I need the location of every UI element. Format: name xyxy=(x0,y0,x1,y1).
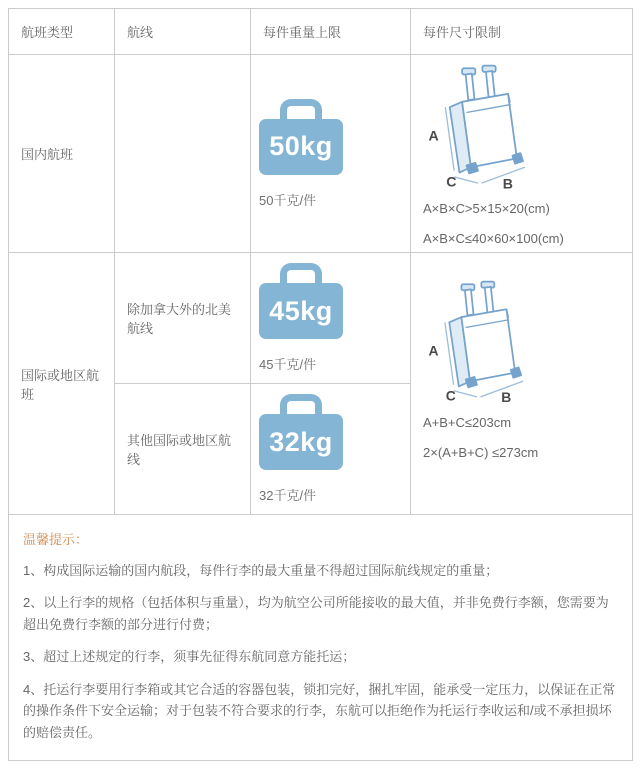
weight-badge-label: 32kg xyxy=(259,414,343,470)
tip-item: 3、超过上述规定的行李，须事先征得东航同意方能托运； xyxy=(23,649,356,665)
tips-title: 温馨提示： xyxy=(23,532,89,547)
suitcase-dimensions-icon xyxy=(425,63,531,191)
dim-label-a: A xyxy=(428,127,439,144)
weight-caption: 32千克/件 xyxy=(259,488,317,503)
tip-item: 4、托运行李要用行李箱或其它合适的容器包装，锁扣完好，捆扎牢固，能承受一定压力，以保证在正常的操作条件下安全运输；对于包装不符合要求的行李，东航可以拒绝作为托运行李收运和/或不承担损坏的赔偿责任。 xyxy=(23,681,616,740)
badge-handle xyxy=(280,263,322,283)
route-cell-north-america: 除加拿大外的北美航线 xyxy=(115,253,251,384)
weight-caption: 45千克/件 xyxy=(259,357,317,372)
luggage-weight-badge-icon xyxy=(259,394,343,470)
table-row-domestic xyxy=(9,55,633,253)
baggage-allowance-table xyxy=(8,8,633,761)
dim-label-c: C xyxy=(446,173,457,190)
weight-cell-other-international xyxy=(251,384,411,515)
dim-label-a: A xyxy=(428,342,439,359)
weight-badge-label: 50kg xyxy=(259,119,343,175)
flight-type-cell-domestic: 国内航班 xyxy=(9,55,115,253)
header-row xyxy=(9,9,633,55)
tips-section xyxy=(9,515,633,761)
dim-label-b: B xyxy=(501,389,512,405)
size-limit-line: A×B×C≤40×60×100(cm) xyxy=(423,231,564,247)
column-header-weight-limit: 每件重量上限 xyxy=(251,9,411,55)
luggage-weight-badge-icon xyxy=(259,99,343,175)
badge-handle xyxy=(280,394,322,414)
table-row-intl-north-america xyxy=(9,253,633,384)
dim-label-b: B xyxy=(502,175,513,192)
weight-badge-group xyxy=(259,99,343,209)
luggage-weight-badge-icon xyxy=(259,263,343,339)
size-limit-line: 2×(A+B+C) ≤273cm xyxy=(423,444,539,460)
flight-type-cell-international: 国际或地区航班 xyxy=(9,253,115,515)
weight-badge-group xyxy=(259,263,343,373)
size-limit-line: A+B+C≤203cm xyxy=(423,414,512,430)
column-header-size-limit: 每件尺寸限制 xyxy=(411,9,633,55)
column-header-route: 航线 xyxy=(115,9,251,55)
tip-item: 1、构成国际运输的国内航段，每件行李的最大重量不得超过国际航线规定的重量； xyxy=(23,563,499,578)
size-limit-line: A×B×C>5×15×20(cm) xyxy=(423,201,550,217)
route-cell-domestic xyxy=(115,55,251,253)
badge-handle xyxy=(280,99,322,119)
tip-item: 2、以上行李的规格（包括体积与重量），均为航空公司所能接收的最大值，并非免费行李额，您需要为超出免费行李额的部分进行付费； xyxy=(23,595,609,632)
weight-caption: 50千克/件 xyxy=(259,192,317,208)
column-header-flight-type: 航班类型 xyxy=(9,9,115,55)
suitcase-dimensions-icon xyxy=(425,279,529,405)
weight-cell-north-america xyxy=(251,253,411,384)
size-cell-domestic xyxy=(411,55,633,253)
weight-cell-domestic xyxy=(251,55,411,253)
size-cell-international xyxy=(411,253,633,515)
weight-badge-label: 45kg xyxy=(259,283,343,339)
tips-row xyxy=(9,515,633,761)
route-cell-other-international: 其他国际或地区航线 xyxy=(115,384,251,515)
weight-badge-group xyxy=(259,394,343,504)
dim-label-c: C xyxy=(445,387,456,404)
